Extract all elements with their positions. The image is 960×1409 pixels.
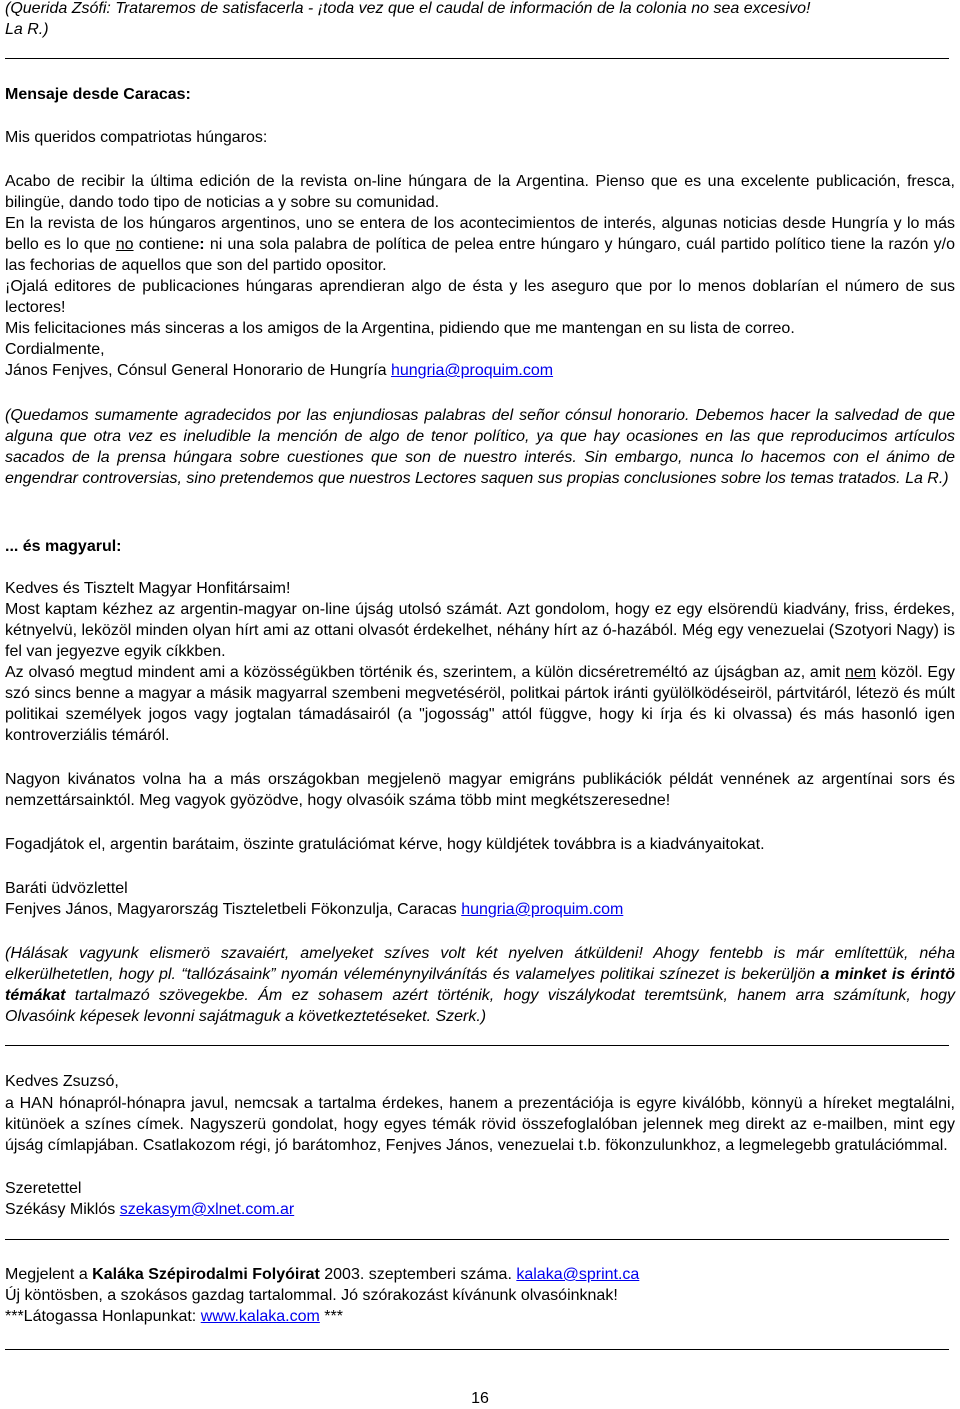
paragraph: Fogadjátok el, argentin barátaim, öszinte gratulációmat kérve, hogy küldjétek továbbra is a kiadványaitokat.	[5, 836, 765, 853]
note-text: (Hálásak vagyunk elismerö szavaiért, amelyeket szíves volt két nyelven átküldeni! Ahogy fentebb is már említettük, néha elkerülhetetlen, hogy pl.	[5, 945, 955, 983]
paragraph: Acabo de recibir la última edición de la revista on-line húngara de la Argentina. Pienso que es una excelente publicación, fresca, bilingüe, dando todo tipo de noticias a y sobre su comunidad.	[5, 173, 955, 211]
paragraph-text: ni una sola palabra de política de pelea entre húngaro y húngaro, cuál partido político tiene la razón y/o las fechorias de aquellos que son del partido opositor.	[5, 236, 955, 274]
editor-note-top	[5, 0, 955, 40]
emphasis-no: no	[115, 236, 134, 253]
note-text: nyomán véleménynyilvánítás és valamelyes politikai színezet is bekerüljön	[275, 966, 821, 983]
editor-note	[5, 943, 955, 1027]
letter-closing: Cordialmente,	[5, 341, 105, 358]
signature-text: Székásy Miklós	[5, 1201, 120, 1218]
note-text: tartalmazó szövegekbe. Ám ez sohasem azért történik, hogy viszálykodat teremtsünk, hanem arra számítunk, hogy Olvasóink képesek levonni sajátmaguk a következtetéseket. Szerk.)	[5, 987, 955, 1025]
email-link[interactable]: hungria@proquim.com	[390, 362, 554, 379]
divider	[5, 1239, 949, 1240]
note-emphasis: a minket is érintö témákat	[5, 966, 956, 1004]
paragraph-text: contiene	[133, 236, 200, 253]
letter-signature	[5, 360, 955, 381]
letter-greeting: Kedves Zsuzsó,	[5, 1073, 119, 1090]
announcement-text: 2003. szeptemberi száma.	[319, 1266, 517, 1283]
paragraph-text: :	[199, 236, 205, 253]
letter-signoff	[5, 1178, 955, 1220]
announcement-line	[5, 1264, 955, 1285]
divider	[5, 1349, 949, 1350]
section-heading: Mensaje desde Caracas:	[5, 86, 191, 103]
letter-closing: Baráti üdvözlettel	[5, 880, 128, 897]
announcement-line	[5, 1306, 955, 1327]
paragraph: Most kaptam kézhez az argentin-magyar on-line újság utolsó számát. Azt gondolom, hogy ez egy elsörendü kiadvány, friss, érdekes, kétnyelvü, leközöl minden olyan hírt ami az ottani olvasót érdekelhet, néhány hírt az ó-hazából. Még egy venezuelai (Szotyori Nagy) is fel van jegyezve egyik cíkkben.	[5, 601, 955, 660]
editor-note: (Quedamos sumamente agradecidos por las enjundiosas palabras del señor cónsul honorario. Debemos hacer la salvedad de que alguna que otra vez es ineludible la mención de algo de tenor político, ya que hay ocasiones en las que reproducimos artículos sacados de la prensa húngara sobre cuestiones que son de nuestro interés. Sin embargo, nunca lo hacemos con el ánimo de engendrar controversias, sino pretendemos que nuestros Lectores saquen sus propias conclusiones sobre los temas tratados. La R.)	[5, 407, 955, 487]
paragraph-text: En la revista de los húngaros argentinos, uno se entera de los acontecimientos de interés, algunas noticias desde Hungría y lo más bello es lo que	[5, 215, 955, 253]
letter-body	[5, 578, 955, 746]
emphasis-nem: nem	[844, 664, 877, 681]
magazine-title: Kaláka Szépirodalmi Folyóirat	[92, 1266, 320, 1283]
note-text: “tallózásaink”	[181, 966, 276, 983]
email-link[interactable]: szekasym@xlnet.com.ar	[119, 1201, 295, 1218]
email-link[interactable]: kalaka@sprint.ca	[516, 1266, 640, 1283]
letter-greeting: Kedves és Tisztelt Magyar Honfitársaim!	[5, 580, 291, 597]
paragraph	[5, 213, 955, 276]
paragraph	[5, 662, 955, 746]
letter-signoff	[5, 878, 955, 920]
editor-note-line: (Querida Zsófi: Trataremos de satisfacerla - ¡toda vez que el caudal de información de la colonia no sea excesivo!	[5, 0, 811, 17]
divider	[5, 58, 949, 59]
website-link[interactable]: www.kalaka.com	[200, 1308, 320, 1325]
letter-body: a HAN hónapról-hónapra javul, nemcsak a tartalma érdekes, hanem a prezentációja is egyre kiválóbb, könnyü a híreket megtalálni, kitünöek a színes címek. Nagyszerü gondolat, hogy egyes témák rövid összefoglalóban jelennek meg direkt az e-mailben, mint egy újság címlapjában. Csatlakozom régi, jó barátomhoz, Fenjves János, venezuelai t.b. fökonzulunkhoz, a legmelegebb gratulációmmal.	[5, 1095, 955, 1154]
paragraph: ¡Ojalá editores de publicaciones húngaras aprendieran algo de ésta y les aseguro que por lo menos doblarían el número de sus lectores!	[5, 278, 955, 316]
announcement-line: Új köntösben, a szokásos gazdag tartalommal. Jó szórakozást kívánunk olvasóinknak!	[5, 1287, 618, 1304]
paragraph-text: Az olvasó megtud mindent ami a közösségükben történik és, szerintem, a külön dicséretreméltó az újságban az, amit	[5, 664, 845, 681]
signature-text: János Fenjves, Cónsul General Honorario de Hungría	[5, 362, 391, 379]
letter-signature	[5, 899, 955, 920]
signature-text: Fenjves János, Magyarország Tiszteletbeli Fökonzulja, Caracas	[5, 901, 462, 918]
editor-note-line: La R.)	[5, 21, 49, 38]
letter-closing: Szeretettel	[5, 1180, 82, 1197]
section-heading: ... és magyarul:	[5, 538, 122, 555]
letter-signature	[5, 1199, 955, 1220]
announcement	[5, 1264, 955, 1327]
email-link[interactable]: hungria@proquim.com	[461, 901, 624, 918]
page-number: 16	[471, 1390, 489, 1407]
paragraph: Nagyon kivánatos volna ha a más országokban megjelenö magyar emigráns publikációk példát vennének az argentínai sors és nemzettársainktól. Meg vagyok gyözödve, hogy olvasóik száma több mint megkétszeresedne!	[5, 771, 955, 809]
letter-body	[5, 171, 955, 381]
announcement-text: ***	[319, 1308, 343, 1325]
announcement-text: ***Látogassa Honlapunkat:	[5, 1308, 201, 1325]
announcement-text: Megjelent a	[5, 1266, 93, 1283]
paragraph-text: közöl. Egy szó sincs benne a magyar a másik magyarral szembeni megvetéséröl, politkai pártok iránti gyülölködéseiröl, pártvitáról, létezö és múlt politikai személyek jogos vagy jogtalan támadásairól (a "jogosság" attól függve, hogy ki írja és ki olvassa) és más hasonló igen kontroverziális témáról.	[5, 664, 955, 744]
letter-greeting: Mis queridos compatriotas húngaros:	[5, 129, 268, 146]
divider	[5, 1045, 949, 1046]
paragraph: Mis felicitaciones más sinceras a los amigos de la Argentina, pidiendo que me mantengan en su lista de correo.	[5, 320, 795, 337]
